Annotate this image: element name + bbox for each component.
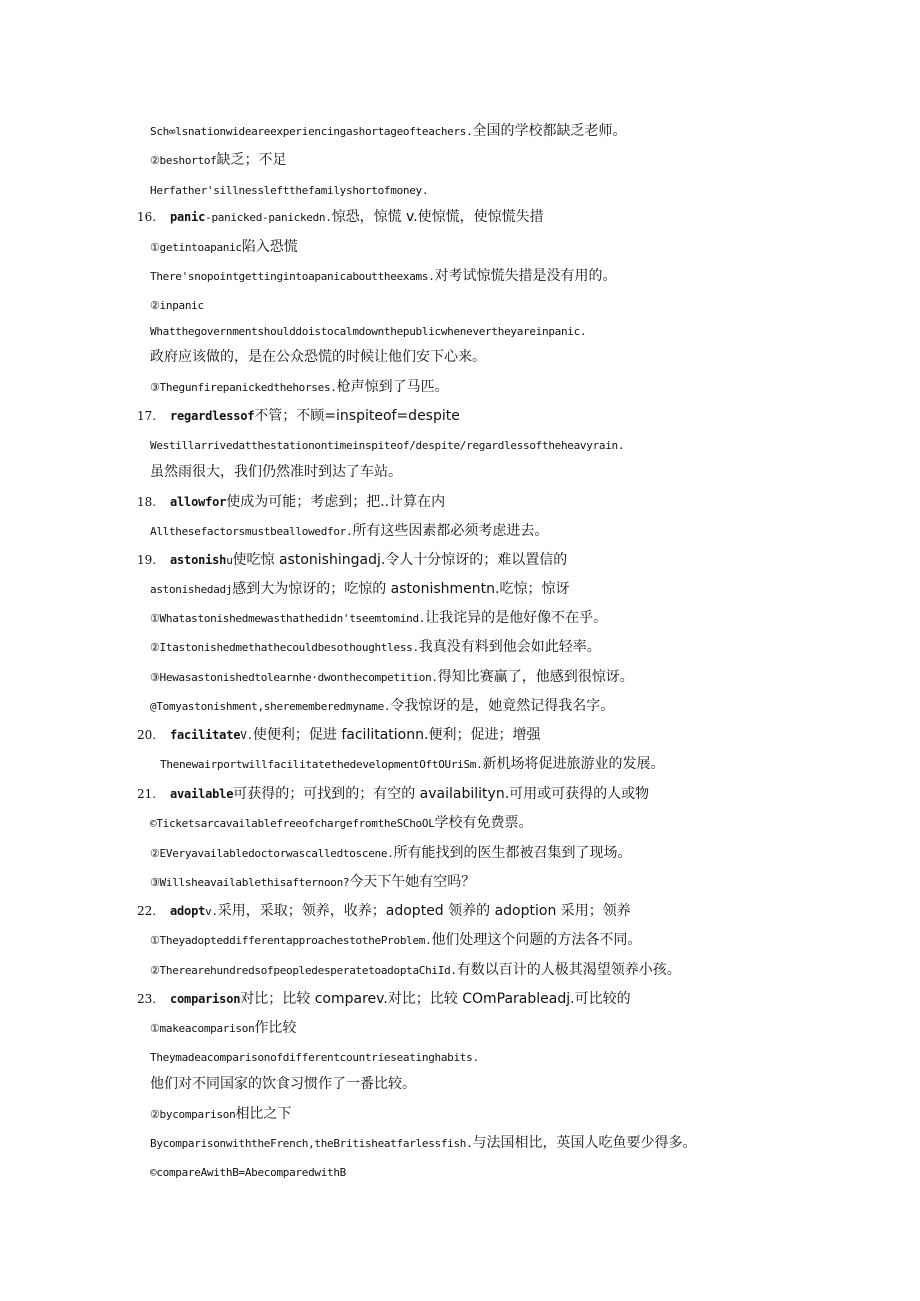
chinese-text: 今天下午她有空吗？ xyxy=(349,874,476,890)
entry-21 xyxy=(137,785,649,801)
line-6 xyxy=(150,267,617,283)
entry-number: 17. xyxy=(137,409,157,423)
line-12 xyxy=(150,436,624,452)
english-text: Theymadeacomparisonofdifferentcountrieseatinghabits. xyxy=(150,1051,479,1064)
chinese-text: 不管；不顾=inspiteof=despite xyxy=(254,408,460,424)
chinese-text: 与法国相比，英国人吃鱼要少得多。 xyxy=(472,1135,697,1151)
line-26 xyxy=(150,844,632,860)
english-text: ①makeacomparison xyxy=(150,1022,255,1035)
english-text: ②Itastonishedmethathecouldbesothoughtless. xyxy=(150,641,419,654)
entry-keyword: panic xyxy=(170,210,206,224)
entry-number: 18. xyxy=(137,495,157,509)
line-36 xyxy=(150,1134,696,1150)
english-text: There'snopointgettingintoapanicabouttheexams. xyxy=(150,270,435,283)
english-text: Allthesefactorsmustbeallowedfor. xyxy=(150,525,353,538)
chinese-text: 感到大为惊讶的；吃惊的 astonishmentn.吃惊；惊讶 xyxy=(232,581,570,597)
english-text: ②bycomparison xyxy=(150,1108,236,1121)
entry-keyword: adopt xyxy=(170,904,206,918)
english-text: ©TicketsarcavailablefreeofchargefromtheSChoOL xyxy=(150,817,435,830)
chinese-text: 让我诧异的是他好像不在乎。 xyxy=(425,610,608,626)
entry-20 xyxy=(137,726,540,742)
line-20 xyxy=(150,668,634,684)
entry-number: 21. xyxy=(137,787,157,801)
english-text: ①Whatastonishedmewasthathedidn'tseemtomind. xyxy=(150,612,426,625)
chinese-text: 惊恐，惊慌 v.使惊慌，使惊慌失措 xyxy=(331,209,544,225)
chinese-text: 全国的学校都缺乏老师。 xyxy=(472,123,627,139)
chinese-text: 对比；比较 comparev.对比；比较 COmParableadj.可比较的 xyxy=(240,991,631,1007)
chinese-text: 枪声惊到了马匹。 xyxy=(336,379,449,395)
entry-number: 23. xyxy=(137,992,157,1006)
line-3 xyxy=(150,181,428,197)
chinese-text: 学校有免费票。 xyxy=(434,815,533,831)
line-30 xyxy=(150,961,681,977)
line-9 xyxy=(150,348,486,364)
entry-19 xyxy=(137,551,567,567)
english-text: BycomparisonwiththeFrench,theBritisheatfarlessfish. xyxy=(150,1137,473,1150)
line-7 xyxy=(150,296,204,312)
line-33 xyxy=(150,1048,479,1064)
entry-18 xyxy=(137,493,445,509)
entry-keyword: facilitate xyxy=(170,728,241,742)
chinese-text: 可获得的；可找到的；有空的 availabilityn.可用或可获得的人或物 xyxy=(233,786,650,802)
english-text: ②TherearehundredsofpeopledesperatetoadoptaChiId. xyxy=(150,964,457,977)
line-19 xyxy=(150,638,601,654)
chinese-text: 所有这些因素都必须考虑进去。 xyxy=(352,523,549,539)
line-2 xyxy=(150,151,286,167)
english-text: v. xyxy=(205,905,218,918)
chinese-text: 有数以百计的人极其渴望领养小孩。 xyxy=(456,962,681,978)
english-text: ©compareAwithB=AbecomparedwithB xyxy=(150,1166,346,1179)
chinese-text: 使吃惊 astonishingadj.令人十分惊讶的；难以置信的 xyxy=(232,552,568,568)
chinese-text: 虽然雨很大，我们仍然准时到达了车站。 xyxy=(150,464,402,480)
english-text: ①TheyadopteddifferentapproachestotheProblem. xyxy=(150,934,432,947)
line-23 xyxy=(160,755,664,771)
chinese-text: 政府应该做的，是在公众恐慌的时候让他们安下心来。 xyxy=(150,349,486,365)
english-text: ③Willsheavailablethisafternoon? xyxy=(150,876,350,889)
entry-22 xyxy=(137,902,631,918)
entry-keyword: astonish xyxy=(170,553,227,567)
entry-16 xyxy=(137,208,544,224)
line-8 xyxy=(150,322,586,338)
chinese-text: 他们处理这个问题的方法各不同。 xyxy=(431,932,642,948)
line-17 xyxy=(150,580,569,596)
english-text: ②inpanic xyxy=(150,299,204,312)
line-35 xyxy=(150,1105,291,1121)
chinese-text: 他们对不同国家的饮食习惯作了一番比较。 xyxy=(150,1076,416,1092)
chinese-text: 相比之下 xyxy=(235,1106,292,1122)
chinese-text: 得知比赛赢了，他感到很惊讶。 xyxy=(437,669,634,685)
english-text: Sch∞lsnationwideareexperiencingashortageofteachers. xyxy=(150,125,473,138)
chinese-text: 使便利；促进 facilitationn.便利；促进；增强 xyxy=(252,727,541,743)
line-29 xyxy=(150,931,641,947)
english-text: ①getintoapanic xyxy=(150,241,242,254)
line-18 xyxy=(150,609,607,625)
entry-keyword: comparison xyxy=(170,992,241,1006)
english-text: ③Hewasastonishedtolearnhe·dwonthecompetition. xyxy=(150,671,438,684)
entry-keyword: available xyxy=(170,787,234,801)
english-text: ②EVeryavailabledoctorwascalledtoscene. xyxy=(150,847,394,860)
chinese-text: 对考试惊慌失措是没有用的。 xyxy=(434,268,617,284)
line-15 xyxy=(150,522,548,538)
english-text: -panicked-panickedn. xyxy=(205,211,332,224)
entry-number: 22. xyxy=(137,904,157,918)
english-text: ③Thegunfirepanickedthehorses. xyxy=(150,381,337,394)
chinese-text: 新机场将促进旅游业的发展。 xyxy=(482,756,665,772)
line-27 xyxy=(150,873,475,889)
chinese-text: 作比较 xyxy=(254,1020,297,1036)
line-32 xyxy=(150,1019,296,1035)
chinese-text: 令我惊讶的是，她竟然记得我名字。 xyxy=(390,698,615,714)
line-5 xyxy=(150,238,298,254)
english-text: @Tomyastonishment,sherememberedmyname. xyxy=(150,700,391,713)
entry-number: 16. xyxy=(137,210,157,224)
line-21 xyxy=(150,697,614,713)
english-text: Herfather'sillnessleftthefamilyshortofmoney. xyxy=(150,184,429,197)
english-text: V. xyxy=(240,729,253,742)
english-text: Westillarrivedatthestationontimeinspiteof/despite/regardlessoftheheavyrain. xyxy=(150,439,625,452)
entry-number: 19. xyxy=(137,553,157,567)
chinese-text: 所有能找到的医生都被召集到了现场。 xyxy=(393,845,632,861)
entry-number: 20. xyxy=(137,728,157,742)
chinese-text: 采用，采取；领养，收养；adopted 领养的 adoption 采用；领养 xyxy=(217,903,631,919)
english-text: ThenewairportwillfacilitatethedevelopmentOftOUriSm. xyxy=(160,758,483,771)
line-25 xyxy=(150,814,533,830)
chinese-text: 缺乏；不足 xyxy=(216,152,287,168)
chinese-text: 我真没有料到他会如此轻率。 xyxy=(418,639,601,655)
chinese-text: 陷入恐慌 xyxy=(241,239,298,255)
line-1 xyxy=(150,122,626,138)
line-34 xyxy=(150,1075,416,1091)
line-13 xyxy=(150,463,402,479)
english-text: u xyxy=(226,554,233,567)
entry-17 xyxy=(137,407,460,423)
english-text: astonishedadj xyxy=(150,583,233,596)
english-text: Whatthegovernmentshoulddoistocalmdownthepublicwhenevertheyareinpanic. xyxy=(150,325,587,338)
line-10 xyxy=(150,378,449,394)
english-text: ②beshortof xyxy=(150,154,217,167)
entry-keyword: allowfor xyxy=(170,495,227,509)
chinese-text: 使成为可能；考虑到；把..计算在内 xyxy=(226,494,446,510)
entry-23 xyxy=(137,990,631,1006)
line-37 xyxy=(150,1163,346,1179)
entry-keyword: regardlessof xyxy=(170,409,255,423)
